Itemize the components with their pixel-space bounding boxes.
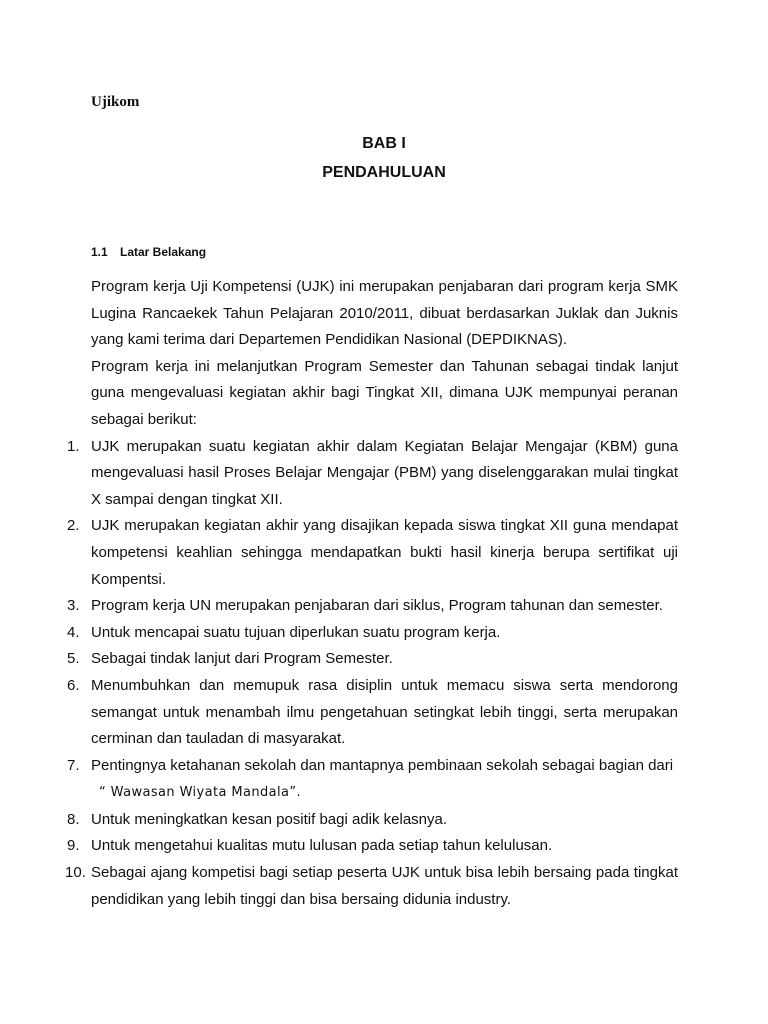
list-item	[67, 646, 678, 673]
list-item	[67, 807, 678, 834]
section-number: 1.1	[91, 245, 108, 259]
list-number: 2.	[67, 517, 80, 535]
chapter-title: PENDAHULUAN	[322, 164, 446, 181]
paragraph: Program kerja Uji Kompetensi (UJK) ini merupakan penjabaran dari program kerja SMK Lugina Rancaekek Tahun Pelajaran 2010/2011, dibuat berdasarkan Juklak dan Juknis yang kami terima dari Departemen Pendidikan Nasional (DEPDIKNAS).	[91, 278, 678, 349]
list-item	[67, 620, 678, 647]
list-number: 8.	[67, 810, 80, 828]
list-item	[67, 833, 678, 860]
list-item	[67, 673, 678, 753]
section-heading	[91, 245, 206, 259]
list-number: 9.	[67, 837, 80, 855]
list-number: 5.	[67, 650, 80, 668]
document-body	[0, 274, 768, 913]
list-text: Menumbuhkan dan memupuk rasa disiplin untuk memacu siswa serta mendorong semangat untuk menambah ilmu pengetahuan setingkat lebih tinggi, serta merupakan cerminan dan tauladan di masyarakat.	[91, 676, 678, 748]
list-text: Sebagai tindak lanjut dari Program Semester.	[91, 650, 393, 668]
section-title: Latar Belakang	[120, 245, 207, 259]
role-list	[0, 434, 768, 914]
list-item	[67, 593, 678, 620]
list-text-continuation: “ Wawasan Wiyata Mandala”.	[99, 785, 302, 801]
paragraph: Program kerja ini melanjutkan Program Semester dan Tahunan sebagai tindak lanjut guna mengevaluasi kegiatan akhir bagi Tingkat XII, dimana UJK mempunyai peranan sebagai berikut:	[91, 357, 678, 428]
list-item	[67, 513, 678, 593]
list-item	[67, 434, 678, 514]
list-text: Program kerja UN merupakan penjabaran dari siklus, Program tahunan dan semester.	[91, 597, 663, 615]
list-number: 1.	[67, 437, 80, 455]
list-number: 7.	[67, 756, 80, 774]
list-item	[65, 860, 678, 913]
list-item	[67, 753, 678, 807]
list-text: Untuk mengetahui kualitas mutu lulusan pada setiap tahun kelulusan.	[91, 837, 553, 855]
list-number: 4.	[67, 623, 80, 641]
list-text: Untuk mencapai suatu tujuan diperlukan suatu program kerja.	[91, 623, 501, 641]
list-number: 6.	[67, 676, 80, 694]
list-text: UJK merupakan suatu kegiatan akhir dalam Kegiatan Belajar Mengajar (KBM) guna mengevaluasi hasil Proses Belajar Mengajar (PBM) yang diselenggarakan mulai tingkat X sampai dengan tingkat XII.	[91, 437, 678, 508]
chapter-number: BAB I	[362, 135, 406, 152]
list-number: 10.	[65, 864, 86, 882]
list-text: Pentingnya ketahanan sekolah dan mantapnya pembinaan sekolah sebagai bagian dari	[91, 756, 674, 774]
list-text: Sebagai ajang kompetisi bagi setiap peserta UJK untuk bisa lebih bersaing pada tingkat pendidikan yang lebih tinggi dan bisa bersaing didunia industry.	[91, 864, 678, 908]
document-header: Ujikom	[91, 94, 140, 110]
list-text: Untuk meningkatkan kesan positif bagi adik kelasnya.	[91, 810, 448, 828]
list-number: 3.	[67, 597, 80, 615]
list-text: UJK merupakan kegiatan akhir yang disajikan kepada siswa tingkat XII guna mendapat kompetensi keahlian sehingga mendapatkan bukti hasil kinerja berupa sertifikat uji Kompentsi.	[91, 517, 678, 588]
